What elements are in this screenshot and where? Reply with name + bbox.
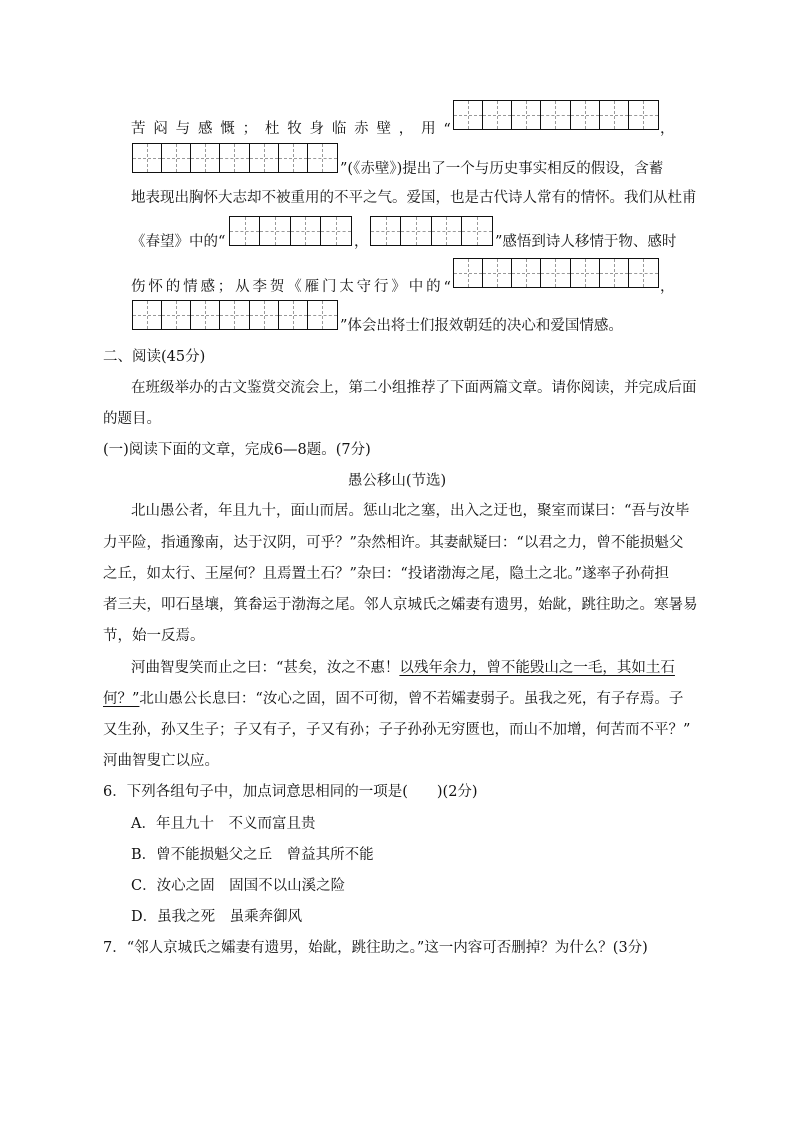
char: 《 [287,279,302,295]
para1-line: 力平险，指通豫南，达于汉阴，可乎？”杂然相许。其妻献疑曰：“以君之力，曾不能损魁父 [103,535,684,551]
grid-cell[interactable] [629,259,658,287]
grid-cell[interactable] [220,144,249,172]
question-6-option-d[interactable]: D．虽我之死 虽乘奔御风 [131,909,303,925]
poem-line-4-before: 《春望》中的“ [131,234,226,250]
grid-cell[interactable] [371,217,401,245]
char: 》 [391,279,406,295]
char: 李 [252,279,268,295]
grid-cell[interactable] [133,144,162,172]
grid-cell[interactable] [483,101,512,129]
question-6-option-c[interactable]: C．汝心之固 固国不以山溪之险 [131,878,346,894]
poem-line-4-after: ”感悟到诗人移情于物、感时 [495,234,677,250]
char: 闷 [153,121,168,137]
section-heading: 二、阅读(45分) [103,349,206,365]
char: 牧 [287,121,302,137]
para2-underlined: 何？” [103,691,140,707]
answer-grid-2[interactable] [132,143,338,173]
char: 门 [321,279,337,295]
char: 身 [309,121,324,137]
grid-cell[interactable] [571,259,600,287]
poem-line-1 [131,117,451,138]
para2-underlined: 以残年余力，曾不能毁山之一毛，其如土石 [399,660,675,676]
intro-line-2: 的题目。 [103,411,161,427]
para2-line-2 [103,687,683,708]
question-6-stem: 6．下列各组句子中，加点词意思相同的一项是( )(2分) [103,784,478,800]
char: “ [443,280,451,296]
grid-cell[interactable] [541,259,570,287]
poem-line-3: 地表现出胸怀大志却不被重用的不平之气。爱国，也是古代诗人常有的情怀。我们从杜甫 [131,190,697,206]
char: ； [242,121,258,137]
poem-line-6-text: ”体会出将士们报效朝廷的决心和爱国情感。 [340,318,623,334]
grid-cell[interactable] [191,144,220,172]
poem-line-2-text: ”(《赤壁》)提出了一个与历史事实相反的假设，含蓄 [340,161,664,177]
para2-line-3: 又生孙，孙又生子；子又有子，子又有孙；子子孙孙无穷匮也，而山不加增，何苦而不平？” [103,722,691,738]
part1-heading: (一)阅读下面的文章，完成6—8题。(7分) [103,442,371,458]
char: 杜 [264,121,280,137]
grid-cell[interactable] [291,217,321,245]
grid-cell[interactable] [462,217,492,245]
para1-line: 北山愚公者，年且九十，面山而居。惩山北之塞，出入之迂也，聚室而谋曰：“吾与汝毕 [131,503,690,519]
char: 与 [175,121,191,137]
char: 行 [374,279,389,295]
grid-cell[interactable] [512,259,541,287]
char: ； [217,279,233,295]
char: 怀 [148,279,163,295]
grid-cell[interactable] [260,217,290,245]
intro-line-1: 在班级举办的古文鉴赏交流会上，第二小组推荐了下面两篇文章。请你阅读，并完成后面 [131,380,697,396]
poem-line-5 [131,275,451,296]
grid-cell[interactable] [483,259,512,287]
char: 贺 [269,279,285,295]
para2-line-1 [131,656,675,677]
grid-cell[interactable] [629,101,658,129]
comma: ， [660,279,675,295]
char: 的 [426,279,441,295]
grid-cell[interactable] [321,217,351,245]
grid-cell[interactable] [600,101,629,129]
grid-cell[interactable] [133,301,162,329]
para1-line: 节，始一反焉。 [103,628,205,644]
char: 从 [235,279,250,295]
grid-cell[interactable] [454,259,483,287]
para2-plain: 河曲智叟笑而止之曰：“甚矣，汝之不惠！ [131,660,400,676]
char: 用 [421,121,436,137]
para1-line: 之丘，如太行、王屋何？且焉置土石？”杂曰：“投诸渤海之尾，隐土之北。”遂率子孙荷担 [103,566,669,582]
answer-grid-3[interactable] [229,216,352,246]
char: 情 [183,279,198,295]
char: 赤 [354,121,369,137]
char: 中 [408,279,424,295]
grid-cell[interactable] [279,144,308,172]
char: 苦 [131,121,146,137]
char: 感 [200,279,215,295]
char: ， [398,121,414,137]
char: “ [443,122,451,138]
para2-plain: 北山愚公长息曰：“汝心之固，固不可彻，曾不若孀妻弱子。虽我之死，有子存焉。子 [139,691,684,707]
grid-cell[interactable] [191,301,220,329]
grid-cell[interactable] [512,101,541,129]
question-7-stem: 7．“邻人京城氏之孀妻有遗男，始龀，跳往助之。”这一内容可否删掉？为什么？(3分) [103,940,648,956]
char: 感 [197,121,213,137]
grid-cell[interactable] [162,301,191,329]
answer-grid-1[interactable] [453,100,659,130]
question-6-option-b[interactable]: B．曾不能损魁父之丘 曾益其所不能 [131,847,374,863]
answer-grid-5[interactable] [453,258,659,288]
grid-cell[interactable] [600,259,629,287]
article-title: 愚公移山(节选) [347,473,447,489]
char: 守 [356,279,372,295]
comma: ， [354,234,369,250]
answer-grid-4[interactable] [370,216,493,246]
grid-cell[interactable] [308,144,337,172]
grid-cell[interactable] [250,301,279,329]
char: 临 [331,121,347,137]
grid-cell[interactable] [308,301,337,329]
grid-cell[interactable] [162,144,191,172]
grid-cell[interactable] [571,101,600,129]
grid-cell[interactable] [250,144,279,172]
para2-line-4: 河曲智叟亡以应。 [103,753,219,769]
char: 的 [165,279,181,295]
char: 雁 [304,279,320,295]
char: 壁 [376,121,391,137]
char: 伤 [131,279,146,295]
comma: ， [660,121,675,137]
char: 慨 [220,121,235,137]
grid-cell[interactable] [454,101,483,129]
char: 太 [339,279,354,295]
grid-cell[interactable] [401,217,431,245]
question-6-option-a[interactable]: A．年且九十 不义而富且贵 [131,816,316,832]
para1-line: 者三夫，叩石垦壤，箕畚运于渤海之尾。邻人京城氏之孀妻有遗男，始龀，跳往助之。寒暑易 [103,597,698,613]
grid-cell[interactable] [541,101,570,129]
grid-cell[interactable] [432,217,462,245]
grid-cell[interactable] [220,301,249,329]
grid-cell[interactable] [279,301,308,329]
grid-cell[interactable] [230,217,260,245]
answer-grid-6[interactable] [132,300,338,330]
